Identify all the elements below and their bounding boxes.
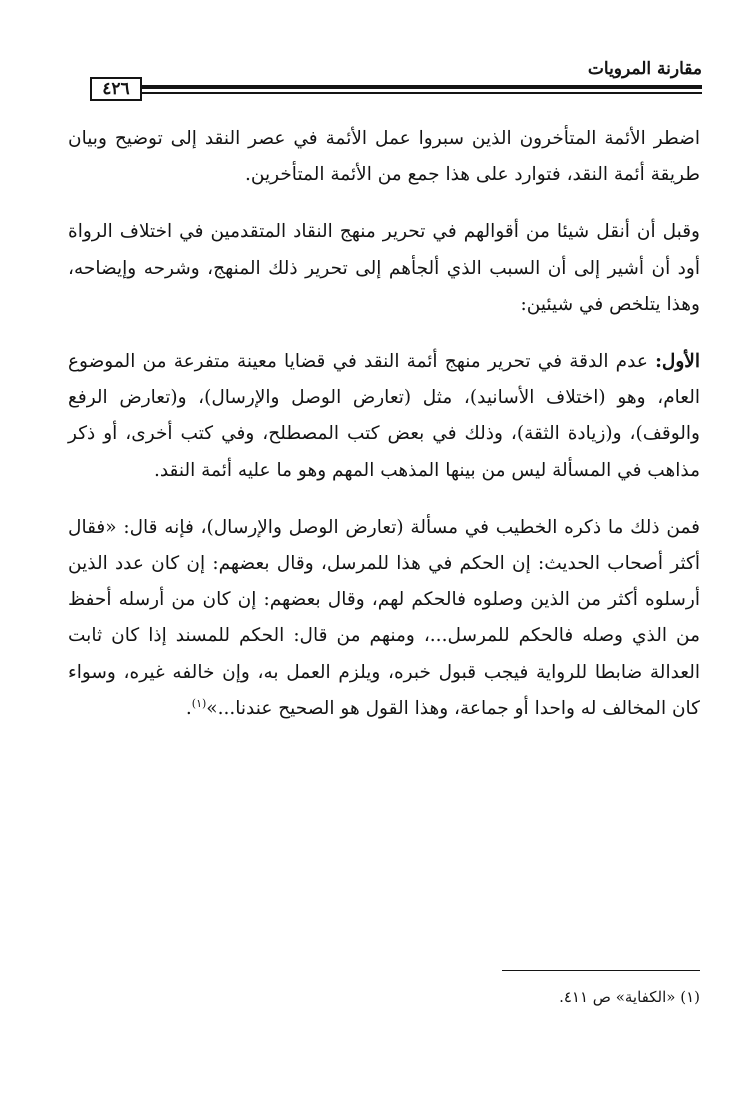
header-rule-thin xyxy=(90,92,702,94)
page-number: ٤٢٦ xyxy=(90,77,142,101)
paragraph-3-text: عدم الدقة في تحرير منهج أئمة النقد في قضايا معينة متفرعة من الموضوع العام، وهو (اختلاف الأسانيد)، مثل (تعارض الوصل والإرسال)، و(تعارض الرفع والوقف)، و(زيادة الثقة)، وذلك في بعض كتب المصطلح، وفي كتب أخرى، أو ذكر مذاهب في المسألة ليس من بينها المذهب المهم وهو ما عليه أئمة النقد. xyxy=(68,351,700,481)
footnote-separator xyxy=(502,970,700,971)
paragraph-3-lead: الأول: xyxy=(655,351,700,373)
header-rule-thick xyxy=(90,85,702,89)
paragraph-1: اضطر الأئمة المتأخرون الذين سبروا عمل الأئمة في عصر النقد إلى توضيح وبيان طريقة أئمة النقد، فتوارد على هذا جمع من الأئمة المتأخرين. xyxy=(68,128,700,186)
body-text xyxy=(68,121,700,727)
running-title: مقارنة المرويات xyxy=(587,59,702,79)
paragraph-4-text: فمن ذلك ما ذكره الخطيب في مسألة (تعارض الوصل والإرسال)، فإنه قال: «فقال أكثر أصحاب الحديث: إن الحكم في هذا للمرسل، وقال بعضهم: إن كان عدد الذين أرسلوه أكثر من الذين وصلوه فالحكم لهم، وقال بعضهم: إن كان من أرسله أحفظ من الذي وصله فالحكم للمرسل...، ومنهم من قال: الحكم للمسند إذا كان ثابت العدالة ضابطا للرواية فيجب قبول خبره، ويلزم العمل به، وإن خالفه غيره، وسواء كان المخالف له واحدا أو جماعة، وهذا القول هو الصحيح عندنا...» xyxy=(68,516,700,719)
paragraph-4-end: . xyxy=(185,697,192,719)
footnote-reference: (١) xyxy=(191,696,207,710)
paragraph-2: وقبل أن أنقل شيئا من أقوالهم في تحرير منهج النقاد المتقدمين في اختلاف الرواة أود أن أشير إلى أن السبب الذي ألجأهم إلى تحرير ذلك المنهج، وشرحه وإيضاحه، وهذا يتلخص في شيئين: xyxy=(68,221,700,315)
page-header xyxy=(90,55,702,103)
footnote: (١) «الكفاية» ص ٤١١. xyxy=(559,988,700,1006)
paragraph-3 xyxy=(68,344,700,489)
paragraph-4 xyxy=(68,510,700,727)
